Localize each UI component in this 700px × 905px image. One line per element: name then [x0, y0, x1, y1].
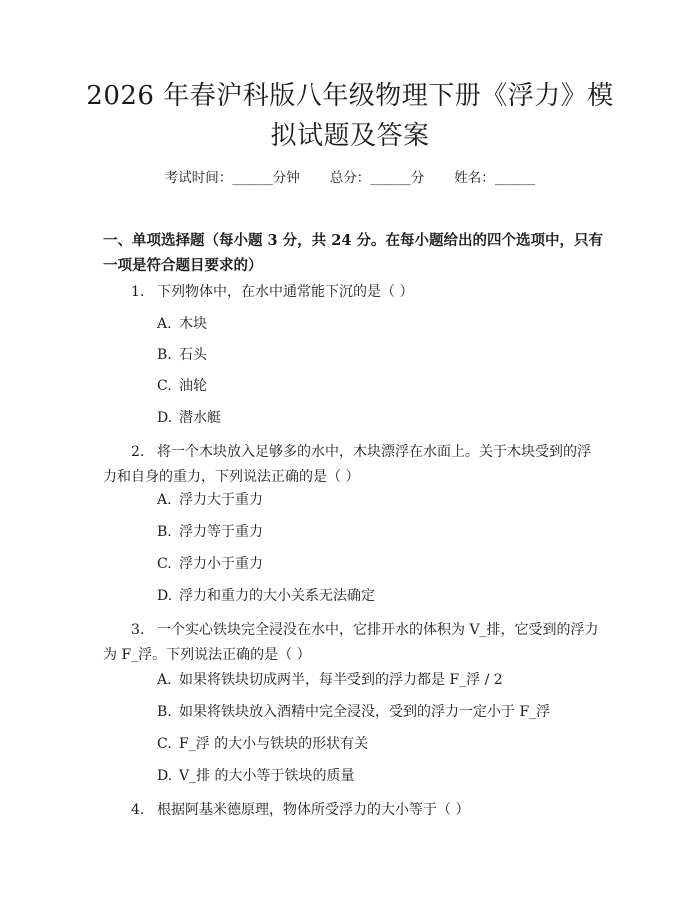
option-letter: C.	[157, 556, 172, 572]
question-2	[103, 440, 603, 490]
title-line-1: 2026 年春沪科版八年级物理下册《浮力》模	[86, 81, 614, 111]
question-text: 根据阿基米德原理，物体所受浮力的大小等于（ ）	[157, 802, 470, 818]
option-1a	[157, 314, 207, 334]
option-3d	[157, 766, 355, 786]
question-3	[103, 618, 603, 668]
question-number: 2.	[131, 444, 145, 460]
option-text: 浮力等于重力	[179, 524, 263, 540]
option-letter: B.	[157, 524, 172, 540]
exam-time: 考试时间：______分钟	[164, 170, 300, 186]
option-letter: B.	[157, 704, 172, 720]
option-letter: A.	[157, 492, 172, 508]
option-2c	[157, 554, 263, 574]
title-line-2: 拟试题及答案	[270, 121, 430, 151]
option-text: 浮力和重力的大小关系无法确定	[179, 588, 375, 604]
question-number: 1.	[131, 284, 145, 300]
question-text: 将一个木块放入足够多的水中，木块漂浮在水面上。关于木块受到的浮力和自身的重力，下列说法正确的是（ ）	[103, 444, 591, 485]
student-name: 姓名：______	[454, 170, 536, 186]
exam-meta	[0, 166, 700, 186]
option-3b	[157, 702, 550, 722]
option-text: 木块	[179, 316, 207, 332]
option-2a	[157, 490, 263, 510]
option-3c	[157, 734, 368, 754]
option-letter: A.	[157, 316, 172, 332]
option-letter: A.	[157, 672, 172, 688]
question-text: 一个实心铁块完全浸没在水中，它排开水的体积为 V_排，它受到的浮力为 F_浮。下列说法正确的是（ ）	[103, 622, 599, 663]
option-text: 如果将铁块放入酒精中完全浸没，受到的浮力一定小于 F_浮	[179, 704, 551, 720]
total-score: 总分：______分	[329, 170, 425, 186]
option-letter: C.	[157, 378, 172, 394]
option-text: 浮力小于重力	[179, 556, 263, 572]
option-letter: B.	[157, 347, 172, 363]
option-letter: D.	[157, 768, 173, 784]
question-number: 3.	[131, 622, 145, 638]
option-text: 浮力大于重力	[179, 492, 263, 508]
question-4	[103, 798, 603, 823]
option-text: 如果将铁块切成两半，每半受到的浮力都是 F_浮 / 2	[179, 672, 503, 688]
option-1d	[157, 408, 221, 428]
document-title	[70, 76, 630, 156]
option-text: V_排 的大小等于铁块的质量	[179, 768, 355, 784]
option-2b	[157, 522, 263, 542]
section-heading: 一、单项选择题（每小题 3 分，共 24 分。在每小题给出的四个选项中，只有一项是符合题目要求的）	[103, 232, 603, 274]
option-text: F_浮 的大小与铁块的形状有关	[179, 736, 369, 752]
option-letter: D.	[157, 588, 173, 604]
question-text: 下列物体中，在水中通常能下沉的是（ ）	[157, 284, 414, 300]
option-text: 石头	[179, 347, 207, 363]
option-2d	[157, 586, 375, 606]
option-text: 油轮	[179, 378, 207, 394]
option-1b	[157, 345, 207, 365]
option-letter: C.	[157, 736, 172, 752]
question-1	[103, 280, 603, 305]
option-letter: D.	[157, 410, 173, 426]
option-3a	[157, 670, 503, 690]
question-number: 4.	[131, 802, 145, 818]
option-text: 潜水艇	[179, 410, 221, 426]
option-1c	[157, 376, 207, 396]
